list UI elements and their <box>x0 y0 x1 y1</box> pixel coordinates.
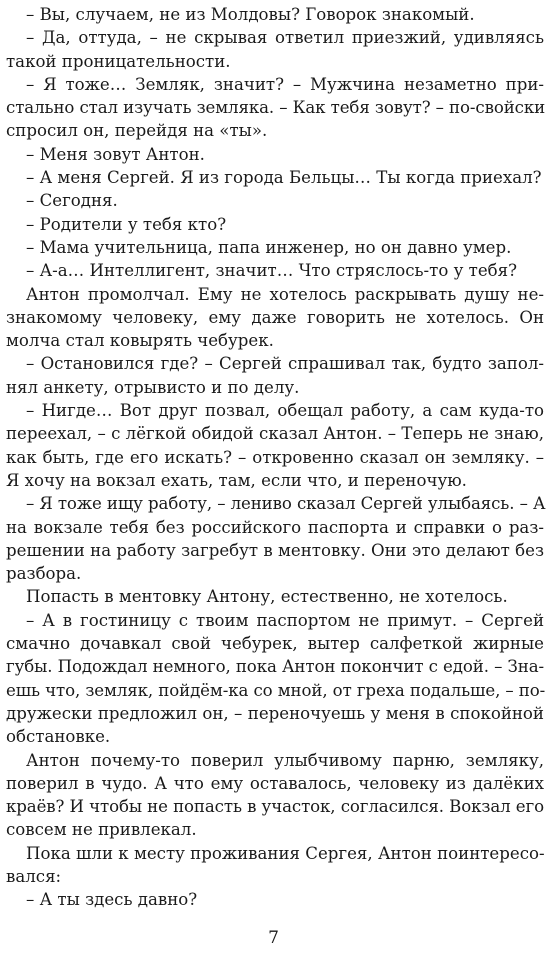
text-line: спросил он, перейдя на «ты». <box>6 121 268 141</box>
text-line: Антон промолчал. Ему не хотелось раскрывать душу не- <box>26 284 544 304</box>
text-line: переехал, – с лёгкой обидой сказал Антон. – Теперь не знаю, <box>6 424 544 444</box>
text-line: Я хочу на вокзал ехать, там, если что, и переночую. <box>6 470 467 490</box>
text-line: – А-а… Интеллигент, значит… Что стряслось-то у тебя? <box>26 261 517 281</box>
text-line: – А в гостиницу с твоим паспортом не примут. – Сергей <box>26 610 544 630</box>
text-line: разбора. <box>6 564 82 584</box>
text-line: такой проницательности. <box>6 51 231 71</box>
text-line: Попасть в ментовку Антону, естественно, не хотелось. <box>26 587 508 607</box>
text-line: на вокзале тебя без российского паспорта и справки о раз- <box>6 517 544 537</box>
text-line: – Меня зовут Антон. <box>26 144 205 164</box>
text-line: решении на работу загребут в ментовку. Они это делают без <box>6 540 544 560</box>
text-line: – Я тоже ищу работу, – лениво сказал Сергей улыбаясь. – А <box>26 494 546 514</box>
text-line: губы. Подождал немного, пока Антон покончит с едой. – Зна- <box>6 657 544 677</box>
text-line: поверил в чудо. А что ему оставалось, человеку из далёких <box>6 773 544 793</box>
text-line: – Мама учительница, папа инженер, но он давно умер. <box>26 237 512 257</box>
text-line: совсем не привлекал. <box>6 820 197 840</box>
text-line: нял анкету, отрывисто и по делу. <box>6 377 300 397</box>
text-line: Пока шли к месту проживания Сергея, Антон поинтересо- <box>26 843 545 863</box>
text-line: вался: <box>6 866 62 886</box>
text-line: краёв? И чтобы не попасть в участок, согласился. Вокзал его <box>6 797 544 817</box>
text-line: – Я тоже… Земляк, значит? – Мужчина незаметно при- <box>26 74 544 94</box>
text-line: – Остановился где? – Сергей спрашивал так, будто запол- <box>26 354 544 374</box>
text-line: знакомому человеку, ему даже говорить не хотелось. Он <box>6 307 544 327</box>
text-line: – Да, оттуда, – не скрывая ответил приезжий, удивляясь <box>26 28 544 48</box>
text-line: молча стал ковырять чебурек. <box>6 331 274 351</box>
text-line: ешь что, земляк, пойдём-ка со мной, от греха подальше, – по- <box>6 680 546 700</box>
text-line: Антон почему-то поверил улыбчивому парню, земляку, <box>26 750 544 770</box>
text-line: – А меня Сергей. Я из города Бельцы… Ты когда приехал? <box>26 168 542 188</box>
text-line: – Нигде… Вот друг позвал, обещал работу, а сам куда-то <box>26 401 544 421</box>
text-line: как быть, где его искать? – откровенно сказал он земляку. – <box>6 447 544 467</box>
body-text <box>6 3 544 912</box>
text-line: – А ты здесь давно? <box>26 890 198 910</box>
page-number: 7 <box>268 928 279 948</box>
text-line: – Вы, случаем, не из Молдовы? Говорок знакомый. <box>26 5 475 24</box>
text-line: обстановке. <box>6 727 111 747</box>
text-line: дружески предложил он, – переночуешь у меня в спокойной <box>6 703 544 723</box>
text-line: смачно дочавкал свой чебурек, вытер салфеткой жирные <box>6 634 544 654</box>
text-line: стально стал изучать земляка. – Как тебя зовут? – по-свойски <box>6 98 546 118</box>
text-line: – Родители у тебя кто? <box>26 214 227 234</box>
text-line: – Сегодня. <box>26 191 118 211</box>
